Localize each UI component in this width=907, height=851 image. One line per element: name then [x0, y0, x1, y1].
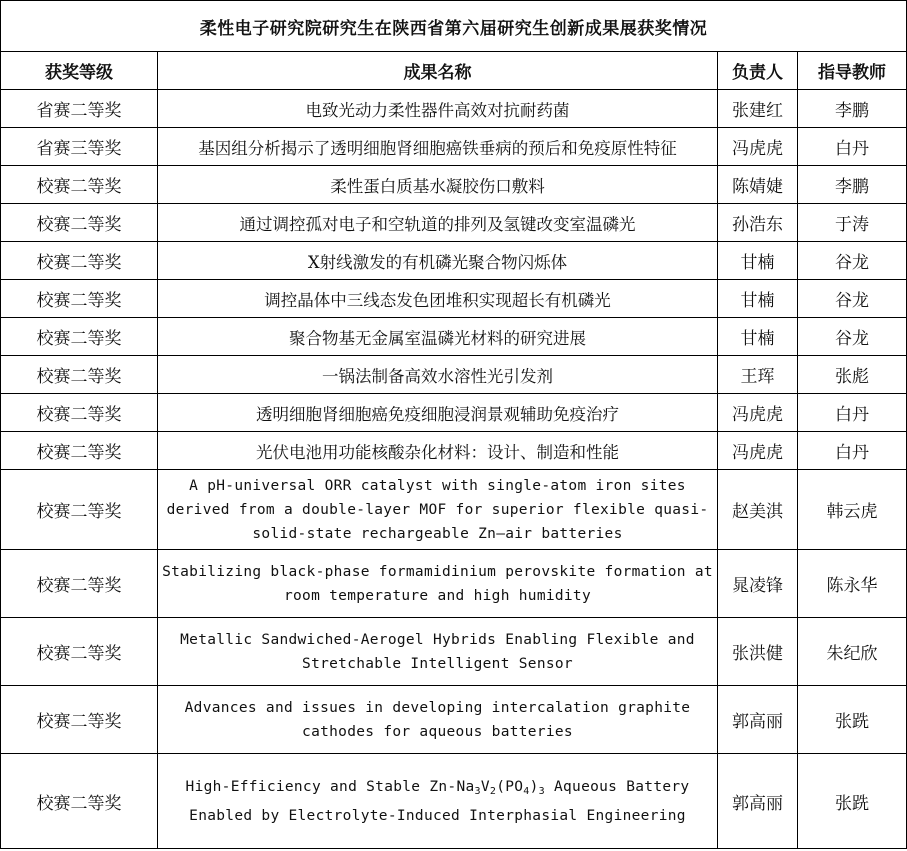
teacher-cell: 李鹏 — [798, 166, 907, 204]
table-row — [1, 394, 907, 432]
project-name-cell: Advances and issues in developing intercalation graphite cathodes for aqueous batteries — [158, 686, 718, 754]
table-row — [1, 204, 907, 242]
project-name-cell: 光伏电池用功能核酸杂化材料：设计、制造和性能 — [158, 432, 718, 470]
teacher-cell: 韩云虎 — [798, 470, 907, 550]
award-grade-cell: 校赛二等奖 — [1, 166, 158, 204]
teacher-cell: 张彪 — [798, 356, 907, 394]
award-grade-cell: 校赛二等奖 — [1, 754, 158, 849]
table-row — [1, 90, 907, 128]
project-name-cell: Metallic Sandwiched-Aerogel Hybrids Enabling Flexible and Stretchable Intelligent Sensor — [158, 618, 718, 686]
teacher-cell: 谷龙 — [798, 280, 907, 318]
leader-cell: 王珲 — [718, 356, 798, 394]
award-grade-cell: 省赛二等奖 — [1, 90, 158, 128]
leader-cell: 张建红 — [718, 90, 798, 128]
teacher-cell: 朱纪欣 — [798, 618, 907, 686]
award-grade-cell: 校赛二等奖 — [1, 618, 158, 686]
table-row — [1, 166, 907, 204]
award-grade-cell: 校赛二等奖 — [1, 550, 158, 618]
award-grade-cell: 校赛二等奖 — [1, 686, 158, 754]
award-grade-cell: 校赛二等奖 — [1, 318, 158, 356]
table-row — [1, 356, 907, 394]
header-leader: 负责人 — [718, 52, 798, 90]
leader-cell: 晁凌锋 — [718, 550, 798, 618]
project-name-cell: 柔性蛋白质基水凝胶伤口敷料 — [158, 166, 718, 204]
project-name-cell: High-Efficiency and Stable $Zn-Na_3V_2(PO_4)_3$ Aqueous Battery Enabled by Electrolyte-Induced Interphasial Engineering — [158, 754, 718, 849]
teacher-cell: 白丹 — [798, 394, 907, 432]
project-name-cell: Stabilizing black-phase formamidinium perovskite formation at room temperature and high humidity — [158, 550, 718, 618]
project-name-cell: 通过调控孤对电子和空轨道的排列及氢键改变室温磷光 — [158, 204, 718, 242]
award-grade-cell: 校赛二等奖 — [1, 242, 158, 280]
leader-cell: 张洪健 — [718, 618, 798, 686]
leader-cell: 赵美淇 — [718, 470, 798, 550]
project-name-cell: 电致光动力柔性器件高效对抗耐药菌 — [158, 90, 718, 128]
header-teacher: 指导教师 — [798, 52, 907, 90]
leader-cell: 甘楠 — [718, 318, 798, 356]
teacher-cell: 张跣 — [798, 686, 907, 754]
project-name-cell: A pH-universal ORR catalyst with single-atom iron sites derived from a double-layer MOF for superior flexible quasi-solid-state rechargeable Zn–air batteries — [158, 470, 718, 550]
teacher-cell: 谷龙 — [798, 318, 907, 356]
table-row — [1, 128, 907, 166]
project-name-cell: 基因组分析揭示了透明细胞肾细胞癌铁垂病的预后和免疫原性特征 — [158, 128, 718, 166]
header-grade: 获奖等级 — [1, 52, 158, 90]
table-row — [1, 686, 907, 754]
award-grade-cell: 校赛二等奖 — [1, 394, 158, 432]
leader-cell: 孙浩东 — [718, 204, 798, 242]
award-grade-cell: 校赛二等奖 — [1, 432, 158, 470]
project-name-cell: 一锅法制备高效水溶性光引发剂 — [158, 356, 718, 394]
teacher-cell: 于涛 — [798, 204, 907, 242]
table-row — [1, 280, 907, 318]
table-row — [1, 242, 907, 280]
header-project: 成果名称 — [158, 52, 718, 90]
table-row — [1, 318, 907, 356]
project-name-cell: 聚合物基无金属室温磷光材料的研究进展 — [158, 318, 718, 356]
table-row — [1, 618, 907, 686]
teacher-cell: 李鹏 — [798, 90, 907, 128]
award-grade-cell: 校赛二等奖 — [1, 356, 158, 394]
award-grade-cell: 校赛二等奖 — [1, 280, 158, 318]
teacher-cell: 白丹 — [798, 128, 907, 166]
teacher-cell: 陈永华 — [798, 550, 907, 618]
teacher-cell: 张跣 — [798, 754, 907, 849]
leader-cell: 陈婧婕 — [718, 166, 798, 204]
leader-cell: 郭高丽 — [718, 686, 798, 754]
award-grade-cell: 校赛二等奖 — [1, 470, 158, 550]
project-name-cell: 调控晶体中三线态发色团堆积实现超长有机磷光 — [158, 280, 718, 318]
project-name-cell: 透明细胞肾细胞癌免疫细胞浸润景观辅助免疫治疗 — [158, 394, 718, 432]
leader-cell: 冯虎虎 — [718, 394, 798, 432]
leader-cell: 甘楠 — [718, 242, 798, 280]
table-row — [1, 754, 907, 849]
leader-cell: 冯虎虎 — [718, 432, 798, 470]
teacher-cell: 白丹 — [798, 432, 907, 470]
award-grade-cell: 校赛二等奖 — [1, 204, 158, 242]
leader-cell: 冯虎虎 — [718, 128, 798, 166]
table-row — [1, 432, 907, 470]
project-name-cell: X射线激发的有机磷光聚合物闪烁体 — [158, 242, 718, 280]
sheet-title: 柔性电子研究院研究生在陕西省第六届研究生创新成果展获奖情况 — [1, 1, 907, 52]
leader-cell: 甘楠 — [718, 280, 798, 318]
table-row — [1, 550, 907, 618]
table-row — [1, 470, 907, 550]
teacher-cell: 谷龙 — [798, 242, 907, 280]
leader-cell: 郭高丽 — [718, 754, 798, 849]
award-grade-cell: 省赛三等奖 — [1, 128, 158, 166]
